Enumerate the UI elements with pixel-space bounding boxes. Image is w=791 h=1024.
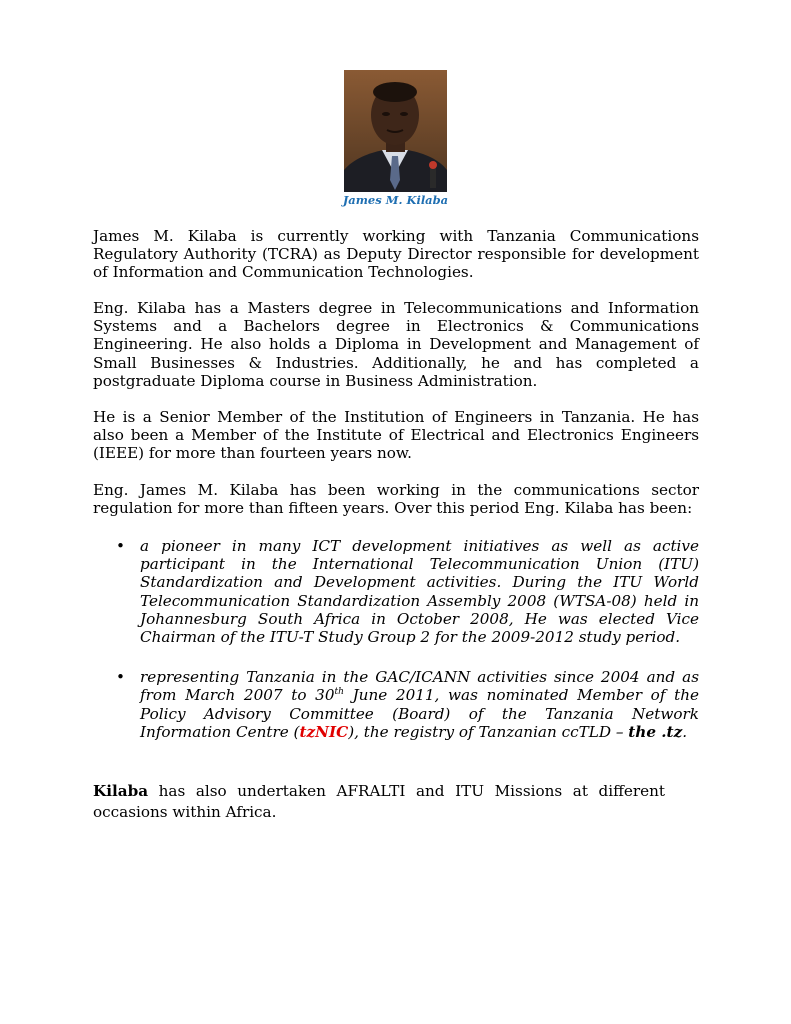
list-item: [93, 537, 699, 646]
tznic-highlight: tzNIC: [299, 722, 349, 741]
paragraph-education: Eng. Kilaba has a Masters degree in Telecommunications and Information Systems and a Bachelors degree in Electronics & Communications Engineering. He also holds a Diploma in Development and Management of Small Businesses & Industries. Additionally, he and has completed a postgraduate Diploma course in Business Administration.: [93, 299, 699, 390]
ordinal-superscript: th: [334, 687, 344, 698]
achievements-list: [93, 537, 699, 741]
name-emphasis: Kilaba: [93, 782, 149, 800]
portrait-photo: [344, 70, 447, 192]
paragraph-missions-text: has also undertaken AFRALTI and ITU Missions at different occasions within Africa.: [93, 782, 665, 821]
photo-caption: James M. Kilaba: [342, 193, 449, 207]
bullet-icon: •: [116, 668, 125, 687]
paragraph-experience-intro: Eng. James M. Kilaba has been working in the communications sector regulation for more than fifteen years. Over this period Eng. Kilaba has been:: [93, 481, 699, 518]
bullet-icon: •: [116, 537, 125, 555]
portrait-image: [344, 70, 447, 192]
list-item-text-end: .: [682, 722, 688, 741]
list-item-text-part: representing Tanzania in the GAC/ICANN activities since 2004 and as from March 2007 to 30: [140, 668, 699, 705]
paragraph-missions: [93, 781, 665, 822]
list-item-text-part: June 2011, was nominated Member of the Policy Advisory Committee (Board) of the Tanzania Network Information Centre (: [140, 686, 699, 741]
tz-domain-emphasis: the .tz: [628, 722, 683, 741]
list-item: [93, 668, 699, 741]
list-item-text-part: ), the registry of Tanzanian ccTLD –: [348, 722, 629, 741]
list-item-text: a pioneer in many ICT development initiatives as well as active participant in the International Telecommunication Union (ITU) Standardization and Development activities. During the ITU World Telecommunication Standardization Assembly 2008 (WTSA-08) held in Johannesburg South Africa in October 2008, He was elected Vice Chairman of the ITU-T Study Group 2 for the 2009-2012 study period.: [140, 537, 699, 647]
paragraph-current-role: James M. Kilaba is currently working with Tanzania Communications Regulatory Authority (TCRA) as Deputy Director responsible for development of Information and Communication Technologies.: [93, 227, 699, 282]
paragraph-memberships: He is a Senior Member of the Institution of Engineers in Tanzania. He has also been a Member of the Institute of Electrical and Electronics Engineers (IEEE) for more than fourteen years now.: [93, 408, 699, 463]
